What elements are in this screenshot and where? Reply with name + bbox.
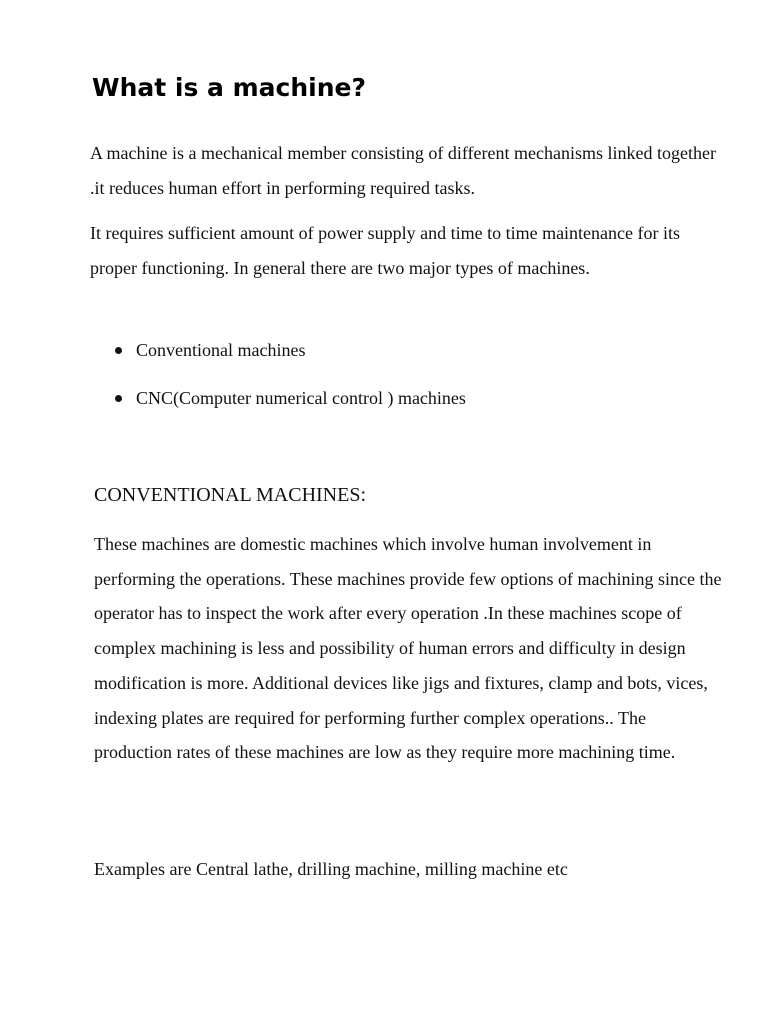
list-item — [90, 382, 710, 414]
examples-paragraph: Examples are Central lathe, drilling machine, milling machine etc — [94, 859, 568, 879]
list-item-label: CNC(Computer numerical control ) machines — [136, 388, 466, 408]
bullet-icon — [115, 395, 122, 402]
list-item-label: Conventional machines — [136, 340, 306, 360]
list-item — [90, 334, 710, 366]
power-paragraph: It requires sufficient amount of power supply and time to time maintenance for its proper functioning. In general there are two major types of machines. — [90, 223, 681, 278]
intro-paragraph: A machine is a mechanical member consisting of different mechanisms linked together .it reduces human effort in performing required tasks. — [90, 143, 716, 198]
machine-types-list — [90, 334, 710, 430]
section-heading: CONVENTIONAL MACHINES: — [94, 484, 367, 506]
page-title: What is a machine? — [92, 73, 366, 102]
bullet-icon — [115, 347, 122, 354]
conventional-description-paragraph: These machines are domestic machines which involve human involvement in performing the operations. These machines provide few options of machining since the operator has to inspect the work after every operation .In these machines scope of complex machining is less and possibility of human errors and difficulty in design modification is more. Additional devices like jigs and fixtures, clamp and bots, vices, indexing plates are required for performing further complex operations.. The production rates of these machines are low as they require more machining time. — [94, 534, 722, 763]
